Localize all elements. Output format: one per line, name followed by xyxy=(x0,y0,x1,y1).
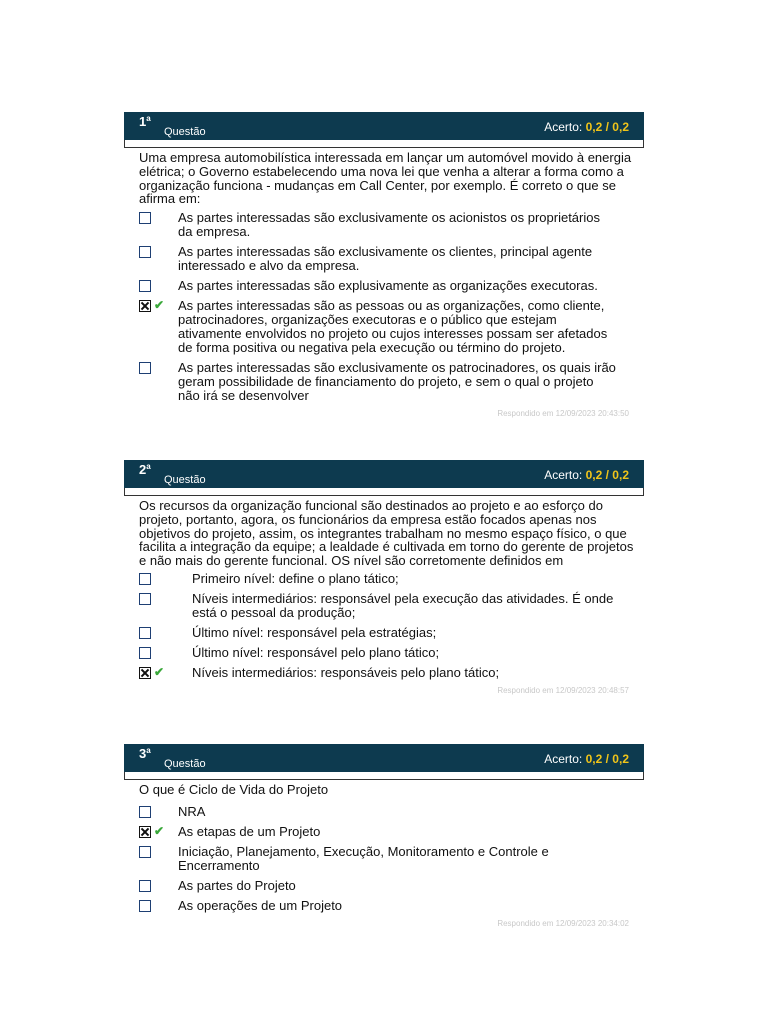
option-4[interactable] xyxy=(124,646,644,660)
option-text: Iniciação, Planejamento, Execução, Monitoramento e Controle e Encerramento xyxy=(178,843,549,873)
option-5[interactable] xyxy=(124,361,644,403)
option-text: Último nível: responsável pelo plano tático; xyxy=(192,644,440,660)
checkbox-icon[interactable] xyxy=(139,362,151,374)
question-number: 2$^a$ xyxy=(139,462,151,477)
checkbox-icon[interactable] xyxy=(139,806,151,818)
question-label: Questão xyxy=(164,758,206,770)
score: Acerto: 0,2 / 0,2 xyxy=(544,752,629,766)
option-3[interactable] xyxy=(124,279,644,293)
option-text: Níveis intermediários: responsáveis pelo plano tático; xyxy=(192,664,500,680)
option-text: Níveis intermediários: responsável pela execução das atividades. É onde está o pessoal da produção; xyxy=(192,590,614,620)
checkbox-icon[interactable] xyxy=(139,900,151,912)
option-4[interactable] xyxy=(124,879,644,893)
option-4[interactable] xyxy=(124,299,644,355)
checkbox-icon[interactable] xyxy=(139,246,151,258)
question-card-3 xyxy=(124,744,644,928)
option-text: As partes interessadas são exclusivamente os clientes, principal agente interessado e alvo da empresa. xyxy=(178,244,593,274)
question-header xyxy=(124,744,644,772)
checkbox-icon[interactable] xyxy=(139,593,151,605)
header-divider xyxy=(124,488,644,496)
option-text: NRA xyxy=(178,803,206,819)
answered-timestamp: Respondido em 12/09/2023 20:48:57 xyxy=(497,685,629,695)
question-header xyxy=(124,112,644,140)
question-text: Os recursos da organização funcional são destinados ao projeto e ao esforço do projeto, portanto, agora, os funcionários da empresa estão focados apenas nos objetivos do projeto, assim, os integrantes trabalham no mesmo espaço físico, o que facilita a integração da equipe; a lealdade é cultivada em torno do gerente de projetos e não mais do gerente funcional. OS nível são corretomente definidos em xyxy=(139,498,634,569)
question-label: Questão xyxy=(164,126,206,138)
option-1[interactable] xyxy=(124,211,644,239)
question-text: O que é Ciclo de Vida do Projeto xyxy=(139,782,329,797)
option-2[interactable] xyxy=(124,245,644,273)
option-text: As partes interessadas são exclusivamente os acionistos os proprietários da empresa. xyxy=(178,210,600,240)
question-header xyxy=(124,460,644,488)
question-number: 1$^a$ xyxy=(139,114,151,129)
option-text: As partes do Projeto xyxy=(178,877,296,893)
option-text: As operações de um Projeto xyxy=(178,897,343,913)
checkbox-icon[interactable] xyxy=(139,212,151,224)
option-2[interactable] xyxy=(124,825,644,839)
option-text: As etapas de um Projeto xyxy=(178,823,321,839)
option-3[interactable] xyxy=(124,845,644,873)
checkbox-checked-icon[interactable] xyxy=(139,300,151,312)
options-list xyxy=(124,805,644,913)
option-5[interactable] xyxy=(124,666,644,680)
checkbox-checked-icon[interactable] xyxy=(139,667,151,679)
checkbox-icon[interactable] xyxy=(139,627,151,639)
answered-timestamp: Respondido em 12/09/2023 20:34:02 xyxy=(497,918,629,928)
checkbox-icon[interactable] xyxy=(139,280,151,292)
question-card-2 xyxy=(124,460,644,695)
option-text: As partes interessadas são explusivamente as organizações executoras. xyxy=(178,278,598,294)
checkbox-checked-icon[interactable] xyxy=(139,826,151,838)
option-text: As partes interessadas são as pessoas ou as organizações, como cliente, patrocinadores, organizações executoras e o público que estejam ativamente envolvidos no projeto ou cujos interesses possam ser afetados de forma positiva ou negativa pela execução ou término do projeto. xyxy=(178,298,608,356)
question-card-1 xyxy=(124,112,644,418)
score: Acerto: 0,2 / 0,2 xyxy=(544,468,629,482)
options-list xyxy=(124,211,644,403)
option-2[interactable] xyxy=(124,592,644,620)
option-1[interactable] xyxy=(124,572,644,586)
option-1[interactable] xyxy=(124,805,644,819)
answered-timestamp: Respondido em 12/09/2023 20:43:50 xyxy=(497,409,629,419)
option-3[interactable] xyxy=(124,626,644,640)
question-label: Questão xyxy=(164,474,206,486)
check-mark-icon: ✔ xyxy=(154,664,165,679)
score: Acerto: 0,2 / 0,2 xyxy=(544,120,629,134)
checkbox-icon[interactable] xyxy=(139,880,151,892)
question-text: Uma empresa automobilística interessada em lançar um automóvel movido à energia elétrica; o Governo estabelecendo uma nova lei que venha a alterar a forma como a organização funciona - mudanças em Call Center, por exemplo. É correto o que se afirma em: xyxy=(139,150,632,207)
header-divider xyxy=(124,140,644,148)
check-mark-icon: ✔ xyxy=(154,823,165,838)
header-divider xyxy=(124,772,644,780)
checkbox-icon[interactable] xyxy=(139,647,151,659)
check-mark-icon: ✔ xyxy=(154,298,165,313)
option-text: As partes interessadas são exclusivamente os patrocinadores, os quais irão geram possibilidade de financiamento do projeto, e sem o qual o projeto não irá se desenvolver xyxy=(178,360,616,404)
checkbox-icon[interactable] xyxy=(139,846,151,858)
options-list xyxy=(124,572,644,680)
option-text: Último nível: responsável pela estratégias; xyxy=(192,624,437,640)
checkbox-icon[interactable] xyxy=(139,573,151,585)
question-number: 3$^a$ xyxy=(139,746,151,761)
option-text: Primeiro nível: define o plano tático; xyxy=(192,570,399,586)
option-5[interactable] xyxy=(124,899,644,913)
